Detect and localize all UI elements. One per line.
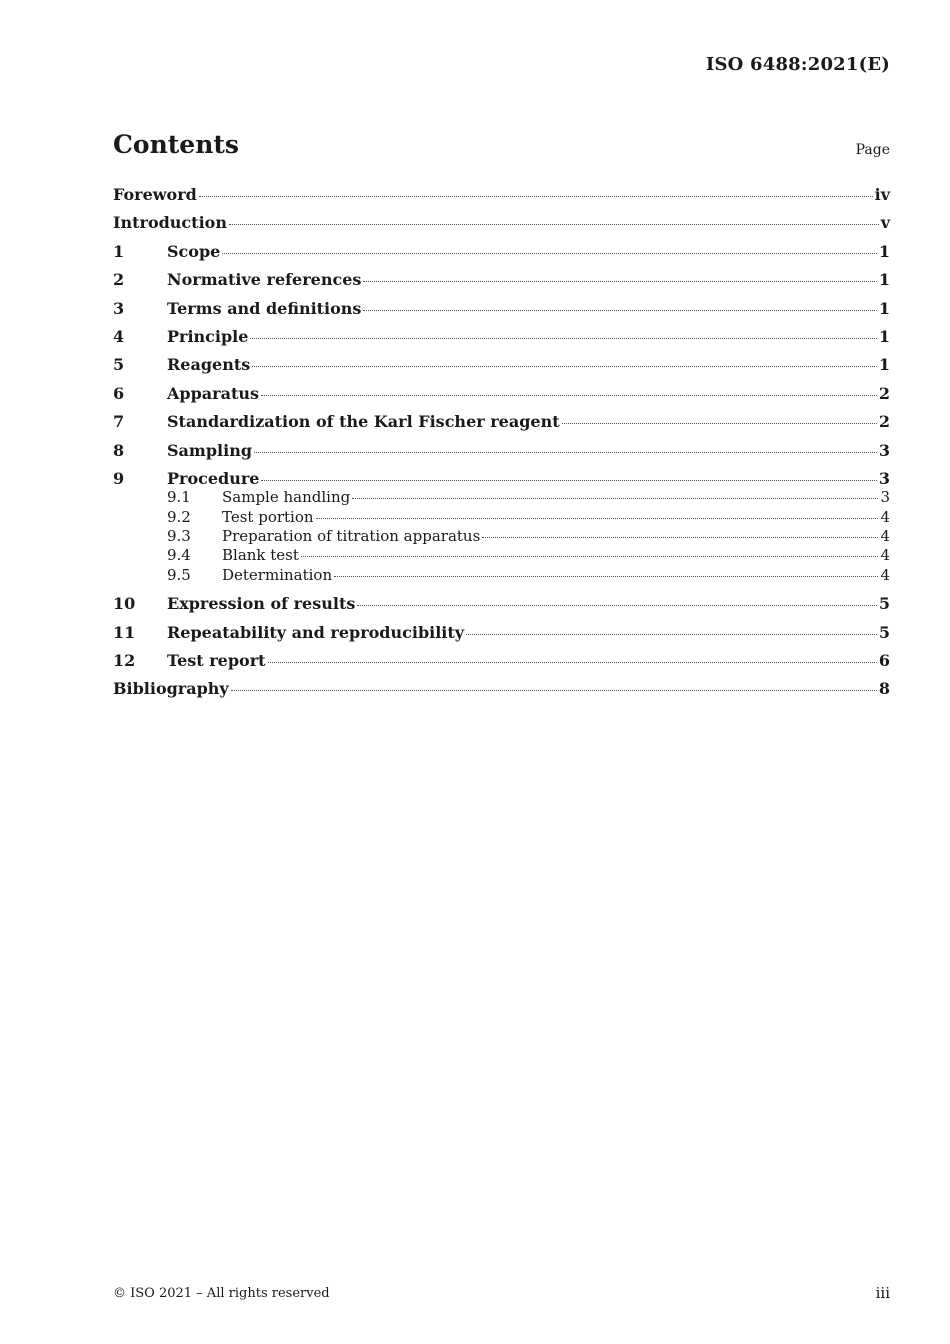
- toc-entry-title: Normative references: [167, 270, 362, 290]
- toc-entry-page: 3: [880, 488, 890, 507]
- toc-dot-leader: [482, 537, 878, 538]
- toc-dot-leader: [363, 281, 876, 282]
- table-of-contents: [113, 185, 890, 708]
- toc-dot-leader: [334, 576, 878, 577]
- toc-entry[interactable]: [113, 384, 890, 412]
- toc-entry-title: Preparation of titration apparatus: [222, 527, 481, 546]
- toc-entry[interactable]: [113, 213, 890, 241]
- toc-entry-title: Terms and definitions: [167, 298, 362, 318]
- toc-dot-leader: [261, 395, 877, 396]
- toc-entry-page: 4: [880, 546, 890, 565]
- toc-entry-page: v: [880, 213, 890, 233]
- toc-dot-leader: [199, 196, 873, 197]
- toc-entry-page: 1: [878, 355, 890, 375]
- toc-entry-number: 9.5: [167, 565, 191, 584]
- toc-entry-page: 4: [880, 507, 890, 526]
- toc-dot-leader: [562, 423, 877, 424]
- toc-entry-number: 9: [113, 468, 125, 488]
- toc-dot-leader: [316, 518, 879, 519]
- page-number: iii: [875, 1284, 890, 1302]
- toc-entry-title: Test portion: [222, 507, 314, 526]
- toc-entry-title: Principle: [167, 326, 249, 346]
- toc-entry-title: Bibliography: [113, 679, 229, 699]
- toc-entry-title: Procedure: [167, 468, 260, 488]
- toc-entry-page: 3: [878, 440, 890, 460]
- toc-entry-title: Introduction: [113, 213, 227, 233]
- toc-entry-number: 7: [113, 412, 125, 432]
- toc-entry[interactable]: [113, 185, 890, 213]
- toc-entry-title: Sample handling: [222, 488, 351, 507]
- toc-entry-number: 2: [113, 270, 125, 290]
- toc-dot-leader: [261, 480, 876, 481]
- toc-entry[interactable]: [113, 441, 890, 469]
- toc-entry-page: 3: [878, 468, 890, 488]
- toc-dot-leader: [352, 498, 878, 499]
- toc-entry-number: 9.2: [167, 507, 191, 526]
- toc-entry-number: 6: [113, 383, 125, 403]
- toc-entry-page: 1: [878, 241, 890, 261]
- toc-entry[interactable]: [113, 679, 890, 707]
- toc-dot-leader: [231, 690, 877, 691]
- toc-entry-page: 5: [878, 594, 890, 614]
- toc-entry[interactable]: [113, 508, 890, 527]
- toc-entry[interactable]: [113, 412, 890, 440]
- toc-dot-leader: [252, 366, 877, 367]
- toc-entry-page: 1: [878, 326, 890, 346]
- toc-dot-leader: [250, 338, 876, 339]
- toc-entry-title: Reagents: [167, 355, 251, 375]
- toc-entry[interactable]: [113, 270, 890, 298]
- toc-entry-page: 1: [878, 298, 890, 318]
- toc-entry[interactable]: [113, 651, 890, 679]
- toc-entry-page: 6: [878, 651, 890, 671]
- toc-entry[interactable]: [113, 623, 890, 651]
- toc-entry-number: 10: [113, 594, 136, 614]
- toc-dot-leader: [357, 605, 877, 606]
- toc-entry-number: 3: [113, 298, 125, 318]
- toc-entry-page: iv: [874, 185, 890, 204]
- toc-entry-number: 5: [113, 355, 125, 375]
- toc-dot-leader: [229, 224, 879, 225]
- document-id: ISO 6488:2021(E): [705, 54, 890, 75]
- toc-entry-number: 12: [113, 651, 136, 671]
- toc-entry-title: Apparatus: [167, 383, 259, 403]
- toc-entry-title: Sampling: [167, 440, 253, 460]
- toc-entry-number: 8: [113, 440, 125, 460]
- toc-entry[interactable]: [113, 546, 890, 565]
- toc-entry-number: 9.3: [167, 527, 191, 546]
- toc-entry-title: Standardization of the Karl Fischer reagent: [167, 412, 560, 432]
- toc-dot-leader: [363, 310, 876, 311]
- toc-entry[interactable]: [113, 488, 890, 507]
- toc-entry[interactable]: [113, 327, 890, 355]
- toc-dot-leader: [301, 556, 879, 557]
- toc-entry[interactable]: [113, 299, 890, 327]
- toc-dot-leader: [268, 662, 877, 663]
- toc-entry-title: Test report: [167, 651, 266, 671]
- toc-entry-page: 4: [880, 565, 890, 584]
- toc-entry-page: 4: [880, 527, 890, 546]
- toc-dot-leader: [222, 253, 877, 254]
- toc-entry-number: 4: [113, 326, 125, 346]
- toc-entry[interactable]: [113, 566, 890, 585]
- toc-entry[interactable]: [113, 594, 890, 622]
- toc-entry-page: 5: [878, 622, 890, 642]
- page-column-label: Page: [855, 142, 890, 158]
- toc-entry-title: Scope: [167, 241, 221, 261]
- toc-entry[interactable]: [113, 527, 890, 546]
- toc-entry[interactable]: [113, 242, 890, 270]
- toc-entry-page: 2: [878, 412, 890, 432]
- contents-heading-row: [113, 130, 890, 166]
- toc-entry[interactable]: [113, 355, 890, 383]
- toc-entry-page: 1: [878, 270, 890, 290]
- toc-entry-title: Expression of results: [167, 594, 356, 614]
- toc-dot-leader: [254, 452, 877, 453]
- toc-entry-title: Repeatability and reproducibility: [167, 622, 465, 642]
- toc-entry-title: Blank test: [222, 546, 299, 565]
- contents-title: Contents: [113, 130, 240, 159]
- toc-entry-page: 8: [878, 679, 890, 699]
- toc-entry-page: 2: [878, 383, 890, 403]
- toc-entry-title: Determination: [222, 565, 333, 584]
- toc-entry-number: 1: [113, 241, 125, 261]
- toc-dot-leader: [466, 634, 877, 635]
- copyright-notice: © ISO 2021 – All rights reserved: [113, 1286, 330, 1301]
- toc-entry-number: 9.4: [167, 546, 191, 565]
- toc-entry-number: 9.1: [167, 488, 191, 507]
- toc-entry-number: 11: [113, 622, 136, 642]
- toc-entry-title: Foreword: [113, 185, 197, 204]
